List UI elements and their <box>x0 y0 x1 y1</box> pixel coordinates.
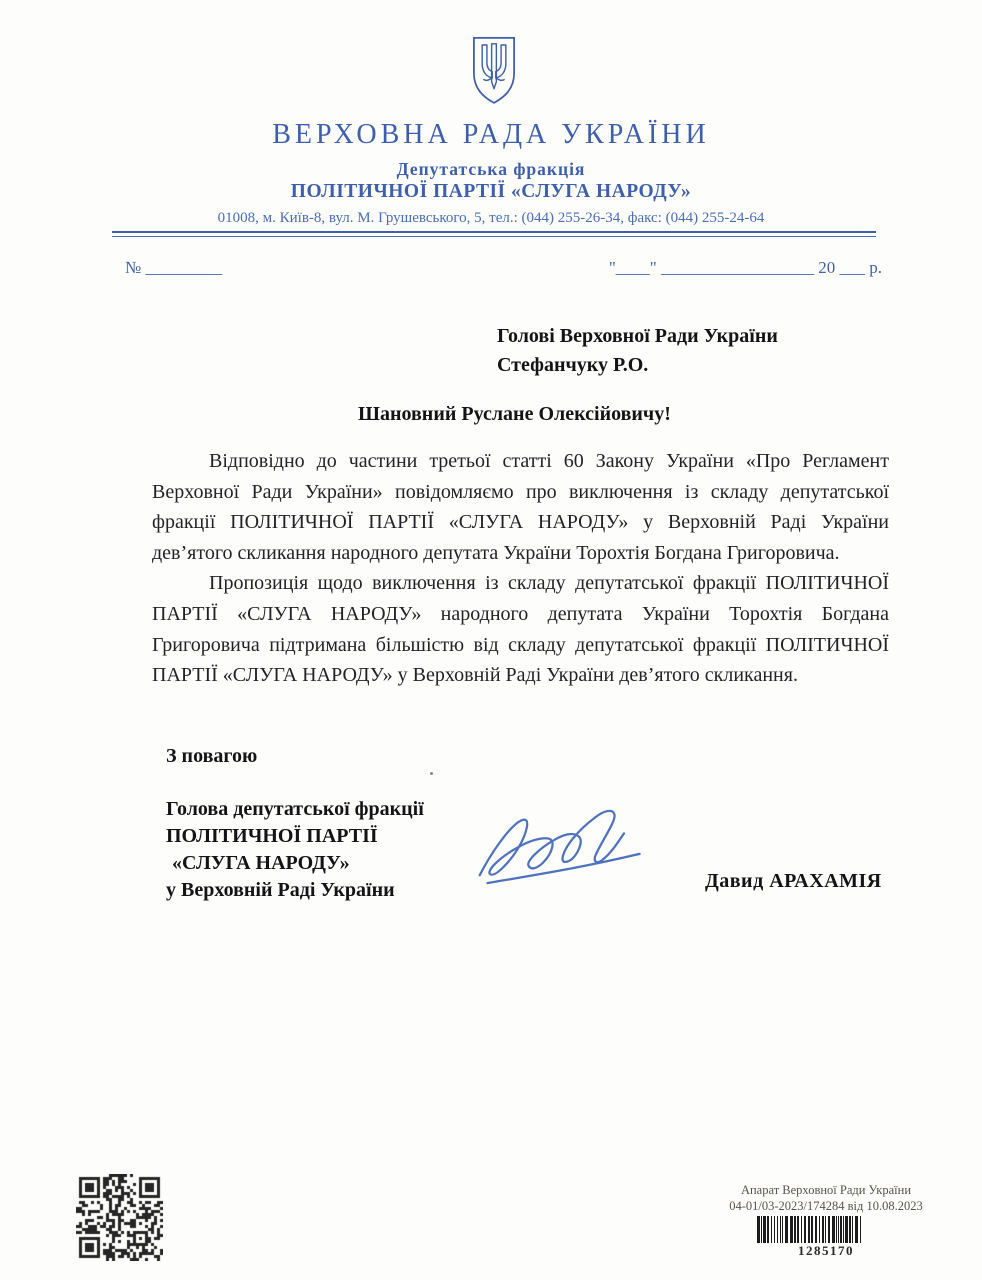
recipient-line-1: Голові Верховної Ради України <box>497 325 778 347</box>
organization-title: ВЕРХОВНА РАДА УКРАЇНИ <box>272 119 710 150</box>
registration-stamp <box>728 1183 924 1259</box>
body-paragraph-2: Пропозиція щодо виключення із складу депутатської фракції ПОЛІТИЧНОЇ ПАРТІЇ «СЛУГА НАРОДУ» народного депутата України Торохтія Богдана Григоровича підтримана більшістю від складу депутатської фракції ПОЛІТИЧНОЇ ПАРТІЇ «СЛУГА НАРОДУ» у Верховній Раді України дев’ятого скликання. <box>152 572 889 687</box>
closing-regards: З повагою <box>166 745 258 767</box>
recipient-line-2: Стефанчуку Р.О. <box>497 354 649 376</box>
date-prefix: "____" <box>608 258 657 277</box>
date-suffix: р. <box>869 258 882 277</box>
reference-line <box>125 258 882 278</box>
stamp-department: Апарат Верховної Ради України <box>740 1183 912 1197</box>
party-subtitle: ПОЛІТИЧНОЇ ПАРТІЇ «СЛУГА НАРОДУ» <box>290 181 692 202</box>
recipient-block <box>497 322 778 380</box>
qr-code-icon <box>76 1174 163 1261</box>
number-blank: _________ <box>145 258 222 277</box>
number-label: № <box>125 258 142 277</box>
document-number-field <box>125 258 222 278</box>
stamp-reference-number: 04-01/03-2023/174284 від 10.08.2023 <box>729 1198 923 1213</box>
faction-subtitle: Депутатська фракція <box>396 159 586 179</box>
signer-title-line-2: ПОЛІТИЧНОЇ ПАРТІЇ <box>166 825 378 847</box>
signer-title-line-4: у Верховній Раді України <box>166 879 395 901</box>
handwritten-signature-icon <box>468 796 663 900</box>
salutation: Шановний Руслане Олексійовичу! <box>358 403 671 425</box>
signer-title-line-1: Голова депутатської фракції <box>166 798 424 820</box>
signer-name: Давид АРАХАМІЯ <box>705 870 882 892</box>
letterhead-divider <box>112 231 876 237</box>
date-year-blank: ___ <box>839 258 865 277</box>
body-paragraph-1: Відповідно до частини третьої статті 60 Закону України «Про Регламент Верховної Ради України» повідомляємо про виключення із складу депутатської фракції ПОЛІТИЧНОЇ ПАРТІЇ «СЛУГА НАРОДУ» у Верховній Раді України дев’ятого скликання народного депутата України Торохтія Богдана Григоровича. <box>152 450 889 564</box>
scan-artifact-dot <box>430 772 433 775</box>
ukraine-trident-emblem-icon <box>468 34 520 108</box>
date-blank: __________________ <box>661 258 814 277</box>
date-field <box>609 258 882 278</box>
barcode-number: 1285170 <box>798 1243 854 1258</box>
address-line: 01008, м. Київ-8, вул. М. Грушевського, 5, тел.: (044) 255-26-34, факс: (044) 255-24-64 <box>217 210 765 226</box>
date-year: 20 <box>818 258 836 277</box>
signer-title-block <box>166 796 424 904</box>
signer-title-line-3: «СЛУГА НАРОДУ» <box>172 852 350 874</box>
barcode-icon <box>757 1216 895 1243</box>
letter-body <box>152 446 889 691</box>
